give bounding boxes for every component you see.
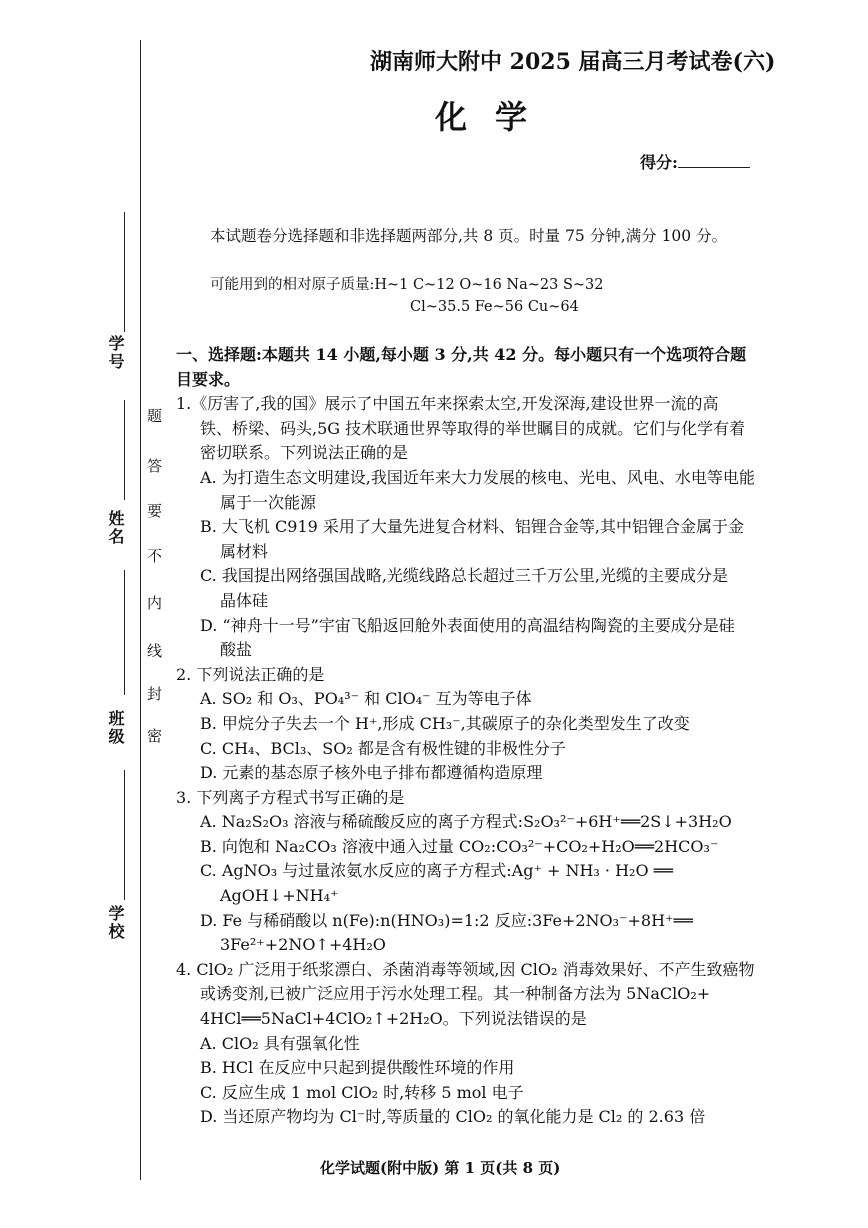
class-underline bbox=[124, 570, 125, 695]
seal-char: 答 bbox=[147, 457, 163, 475]
question-3-option-c: C. AgNO₃ 与过量浓氨水反应的离子方程式:Ag⁺ + NH₃ · H₂O ══ bbox=[200, 861, 673, 881]
seal-char: 内 bbox=[147, 594, 163, 612]
school-underline bbox=[124, 770, 125, 900]
section-heading: 一、选择题:本题共 14 小题,每小题 3 分,共 42 分。每小题只有一个选项符合题 bbox=[176, 345, 747, 364]
student-id-underline bbox=[124, 212, 125, 332]
question-4-option-c: C. 反应生成 1 mol ClO₂ 时,转移 5 mol 电子 bbox=[200, 1082, 524, 1102]
question-4-stem: 4HCl══5NaCl+4ClO₂↑+2H₂O。下列说法错误的是 bbox=[200, 1009, 587, 1029]
seal-char: 不 bbox=[147, 547, 163, 565]
score-label: 得分: bbox=[640, 153, 678, 172]
name-underline bbox=[124, 400, 125, 500]
seal-char: 封 bbox=[147, 685, 163, 703]
question-1-stem: 密切联系。下列说法正确的是 bbox=[200, 443, 409, 463]
atomic-masses-line-2: Cl~35.5 Fe~56 Cu~64 bbox=[410, 299, 579, 315]
question-1-option-b-cont: 属材料 bbox=[220, 541, 269, 561]
subject-title: 化学 bbox=[435, 98, 556, 136]
question-4-stem: 或诱变剂,已被广泛应用于污水处理工程。其一种制备方法为 5NaClO₂+ bbox=[200, 984, 711, 1004]
binding-line bbox=[140, 40, 141, 1180]
question-1-option-b: B. 大飞机 C919 采用了大量先进复合材料、铝锂合金等,其中铝锂合金属于金 bbox=[200, 517, 744, 537]
question-4-stem: 4. ClO₂ 广泛用于纸浆漂白、杀菌消毒等领域,因 ClO₂ 消毒效果好、不产生致癌物 bbox=[176, 959, 755, 979]
question-1-option-c: C. 我国提出网络强国战略,光缆线路总长超过三千万公里,光缆的主要成分是 bbox=[200, 566, 729, 586]
question-1-option-c-cont: 晶体硅 bbox=[220, 590, 269, 610]
question-2-stem: 2. 下列说法正确的是 bbox=[176, 664, 325, 684]
question-2-option-c: C. CH₄、BCl₃、SO₂ 都是含有极性键的非极性分子 bbox=[200, 738, 566, 758]
question-3-option-a: A. Na₂S₂O₃ 溶液与稀硫酸反应的离子方程式:S₂O₃²⁻+6H⁺══2S↓+3H₂O bbox=[200, 812, 732, 832]
question-2-option-d: D. 元素的基态原子核外电子排布都遵循构造原理 bbox=[200, 763, 543, 783]
question-1-stem: 铁、桥梁、码头,5G 技术联通世界等取得的举世瞩目的成就。它们与化学有着 bbox=[200, 418, 746, 438]
score-field bbox=[640, 150, 750, 173]
section-heading-cont: 目要求。 bbox=[176, 369, 241, 389]
student-id-label: 学号 bbox=[106, 335, 125, 371]
seal-char: 线 bbox=[147, 642, 163, 660]
seal-char: 要 bbox=[147, 502, 163, 520]
score-blank bbox=[678, 167, 750, 168]
class-label: 班级 bbox=[106, 710, 125, 746]
exam-instructions: 本试题卷分选择题和非选择题两部分,共 8 页。时量 75 分钟,满分 100 分。 bbox=[210, 227, 728, 245]
question-2-option-a: A. SO₂ 和 O₃、PO₄³⁻ 和 ClO₄⁻ 互为等电子体 bbox=[200, 689, 532, 709]
binding-margin bbox=[0, 0, 163, 1228]
question-2-option-b: B. 甲烷分子失去一个 H⁺,形成 CH₃⁻,其碳原子的杂化类型发生了改变 bbox=[200, 713, 690, 733]
question-3-option-d-cont: 3Fe²⁺+2NO↑+4H₂O bbox=[220, 935, 386, 955]
seal-char: 密 bbox=[147, 727, 163, 745]
school-label: 学校 bbox=[106, 905, 125, 941]
question-1-stem: 1.《厉害了,我的国》展示了中国五年来探索太空,开发深海,建设世界一流的高 bbox=[176, 394, 719, 414]
exam-title: 湖南师大附中 2025 届高三月考试卷(六) bbox=[370, 49, 776, 75]
name-label: 姓名 bbox=[106, 510, 125, 546]
question-3-option-b: B. 向饱和 Na₂CO₃ 溶液中通入过量 CO₂:CO₃²⁻+CO₂+H₂O══2HCO₃⁻ bbox=[200, 836, 719, 856]
question-3-stem: 3. 下列离子方程式书写正确的是 bbox=[176, 787, 405, 807]
question-1-option-d: D. “神舟十一号”宇宙飞船返回舱外表面使用的高温结构陶瓷的主要成分是硅 bbox=[200, 615, 735, 635]
question-4-option-d: D. 当还原产物均为 Cl⁻时,等质量的 ClO₂ 的氧化能力是 Cl₂ 的 2.63 倍 bbox=[200, 1107, 706, 1127]
atomic-masses-line-1: 可能用到的相对原子质量:H~1 C~12 O~16 Na~23 S~32 bbox=[210, 277, 604, 293]
question-4-option-b: B. HCl 在反应中只起到提供酸性环境的作用 bbox=[200, 1058, 515, 1078]
question-1-option-a-cont: 属于一次能源 bbox=[220, 492, 317, 512]
question-4-option-a: A. ClO₂ 具有强氧化性 bbox=[200, 1033, 360, 1053]
question-1-option-a: A. 为打造生态文明建设,我国近年来大力发展的核电、光电、风电、水电等电能 bbox=[200, 467, 755, 487]
question-3-option-d: D. Fe 与稀硝酸以 n(Fe):n(HNO₃)=1:2 反应:3Fe+2NO₃⁻+8H⁺══ bbox=[200, 910, 693, 930]
page-footer: 化学试题(附中版) 第 1 页(共 8 页) bbox=[320, 1159, 561, 1177]
question-body bbox=[176, 343, 776, 1130]
question-3-option-c-cont: AgOH↓+NH₄⁺ bbox=[220, 886, 339, 906]
seal-char: 题 bbox=[147, 407, 163, 425]
question-1-option-d-cont: 酸盐 bbox=[220, 640, 253, 660]
